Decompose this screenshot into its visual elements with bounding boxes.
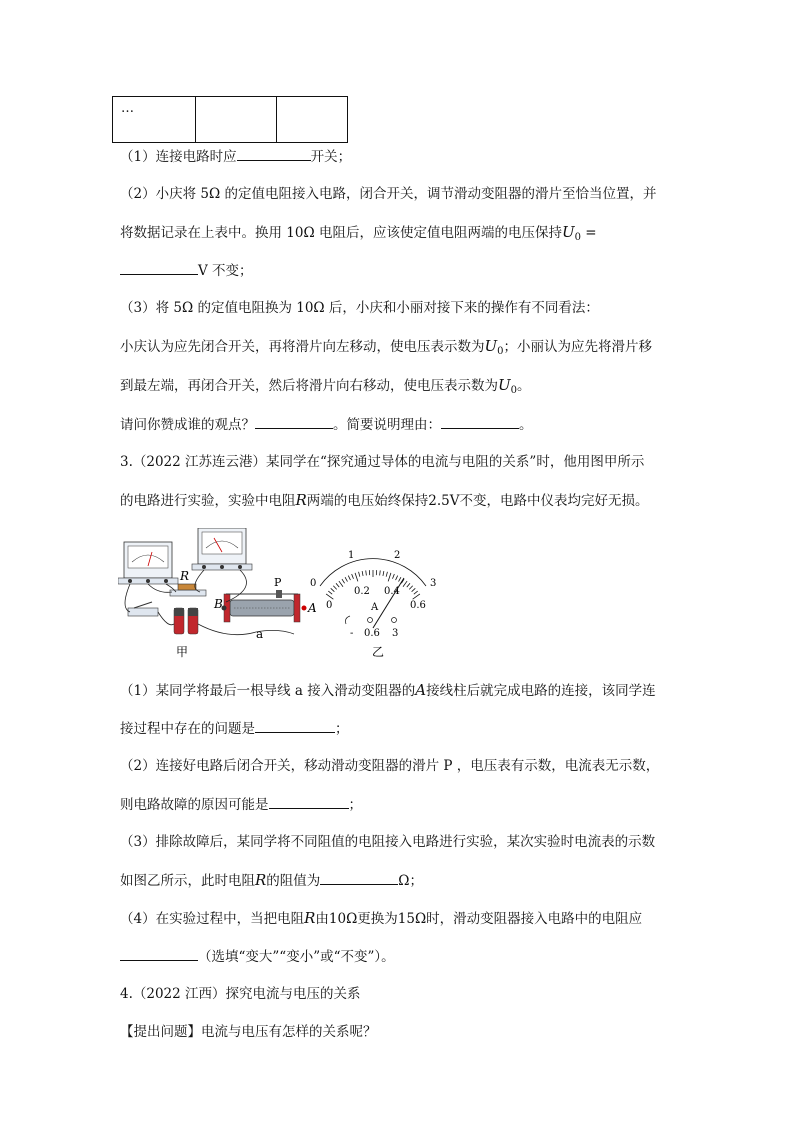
- answer-blank[interactable]: [441, 414, 519, 429]
- dial-tick: [355, 573, 358, 582]
- scale-bottom-0: 0: [326, 600, 333, 611]
- label-a: a: [256, 627, 264, 641]
- dial-tick: [352, 574, 354, 579]
- dial-tick: [345, 577, 347, 581]
- q2-part2-line1: （2）小庆将 5Ω 的定值电阻接入电路，闭合开关，调节滑动变阻器的滑片至恰当位置，并: [120, 186, 657, 202]
- dial-tick: [339, 581, 343, 587]
- dial-tick: [409, 586, 412, 590]
- dial-tick: [331, 588, 335, 591]
- q3-header: 3.（2022 江苏连云港）某同学在“探究通过导体的电流与电阻的关系”时，他用图甲所示: [120, 454, 645, 470]
- voltmeter-icon: [118, 542, 178, 584]
- dial-tick: [333, 586, 336, 590]
- circuit-figure: [118, 528, 448, 668]
- unit-label: A: [371, 602, 379, 613]
- ammeter-dial: [320, 559, 426, 600]
- dial-tick: [383, 571, 384, 576]
- terminal-neg: -: [350, 628, 354, 639]
- answer-blank[interactable]: [269, 794, 349, 809]
- dial-tick: [403, 581, 407, 587]
- answer-blank[interactable]: [237, 146, 311, 161]
- dial-tick: [380, 570, 381, 575]
- q2-part2-line2: 将数据记录在上表中。换用 10Ω 电阻后，应该使定值电阻两端的电压保持$U_0$ =: [120, 223, 597, 243]
- scale-bottom-3: 0.6: [410, 600, 426, 611]
- dial-tick: [388, 573, 391, 582]
- table-row: [113, 97, 348, 143]
- q3-part2-line2: 则电路故障的原因可能是 ；: [120, 794, 362, 815]
- q3-part2-line1: （2）连接好电路后闭合开关，移动滑动变阻器的滑片 P ，电压表有示数，电流表无示数，: [120, 758, 660, 774]
- dial-tick: [359, 572, 360, 577]
- q3-line2: 的电路进行实验，实验中电阻R两端的电压始终保持2.5V不变，电路中仪表均完好无损。: [120, 491, 649, 509]
- q3-part4-line2: （选填“变大”“变小”或“不变”）。: [120, 946, 395, 967]
- table-cell: [196, 97, 277, 143]
- q3-part4-line1: （4）在实验过程中，当把电阻R由10Ω更换为15Ω时，滑动变阻器接入电路中的电阻应: [120, 909, 643, 927]
- terminal-3: 3: [392, 628, 399, 639]
- q2-part3-line2: 小庆认为应先闭合开关，再将滑片向左移动，使电压表示数为$U_0$；小丽认为应先将滑片移: [120, 337, 653, 357]
- q3-part1-line2: 接过程中存在的问题是 ；: [120, 718, 349, 739]
- label-A: A: [308, 601, 317, 615]
- dial-tick: [328, 591, 332, 594]
- q4-header: 4.（2022 江西）探究电流与电压的关系: [120, 986, 361, 1002]
- answer-blank[interactable]: [120, 946, 198, 961]
- switch-icon: [128, 602, 158, 616]
- table-cell: …: [113, 97, 196, 143]
- battery-icon: [174, 608, 198, 634]
- dial-tick: [396, 576, 398, 581]
- scale-top-3: 3: [430, 578, 437, 589]
- ammeter-icon: [192, 528, 252, 570]
- label-P: P: [274, 576, 282, 589]
- rheostat-icon: [222, 590, 307, 622]
- q2-part3-line1: （3）将 5Ω 的定值电阻换为 10Ω 后，小庆和小丽对接下来的操作有不同看法：: [120, 300, 599, 316]
- dial-tick: [393, 574, 395, 579]
- resistor-icon: [170, 584, 206, 596]
- scale-top-2: 2: [394, 550, 401, 561]
- dial-tick: [386, 572, 387, 577]
- q2-part1: （1）连接电路时应 开关；: [120, 146, 351, 167]
- q3-part3-line1: （3）排除故障后，某同学将不同阻值的电阻接入电路进行实验，某次实验时电流表的示数: [120, 834, 656, 850]
- table-cell: [277, 97, 348, 143]
- dial-tick: [366, 570, 367, 575]
- answer-blank[interactable]: [255, 718, 335, 733]
- dial-tick: [413, 594, 420, 599]
- q3-part3-line2: 如图乙所示，此时电阻R的阻值为 Ω；: [120, 871, 423, 889]
- dial-tick: [336, 583, 339, 587]
- data-table: [112, 96, 348, 143]
- dial-tick: [414, 591, 418, 594]
- scale-bottom-1: 0.2: [354, 586, 370, 597]
- scale-top-0: 0: [310, 578, 317, 589]
- q4-line2: 【提出问题】电流与电压有怎样的关系呢？: [120, 1024, 377, 1040]
- dial-tick: [348, 576, 350, 581]
- answer-blank[interactable]: [120, 260, 198, 275]
- dial-tick: [342, 579, 345, 583]
- q2-part2-line3: V 不变；: [120, 260, 253, 281]
- terminal-06: 0.6: [364, 628, 380, 639]
- label-R: R: [180, 569, 190, 583]
- q3-part1-line1: （1）某同学将最后一根导线 a 接入滑动变阻器的A接线柱后就完成电路的连接，该同学连: [120, 681, 656, 699]
- label-jia: 甲: [176, 645, 189, 659]
- q2-part3-line4: 请问你赞成谁的观点？ 。简要说明理由： 。: [120, 414, 533, 435]
- q2-part3-line3: 到最左端，再闭合开关，然后将滑片向右移动，使电压表示数为$U_0$。: [120, 376, 531, 396]
- label-yi: 乙: [372, 645, 385, 659]
- dial-tick: [399, 577, 401, 581]
- label-B: B: [214, 597, 223, 611]
- answer-blank[interactable]: [320, 870, 398, 885]
- dial-tick: [362, 571, 363, 576]
- dial-tick: [412, 588, 416, 591]
- answer-blank[interactable]: [255, 414, 333, 429]
- dial-tick: [407, 583, 410, 587]
- dial-tick: [326, 594, 333, 599]
- scale-bottom-2: 0.4: [384, 586, 400, 597]
- scale-top-1: 1: [348, 550, 355, 561]
